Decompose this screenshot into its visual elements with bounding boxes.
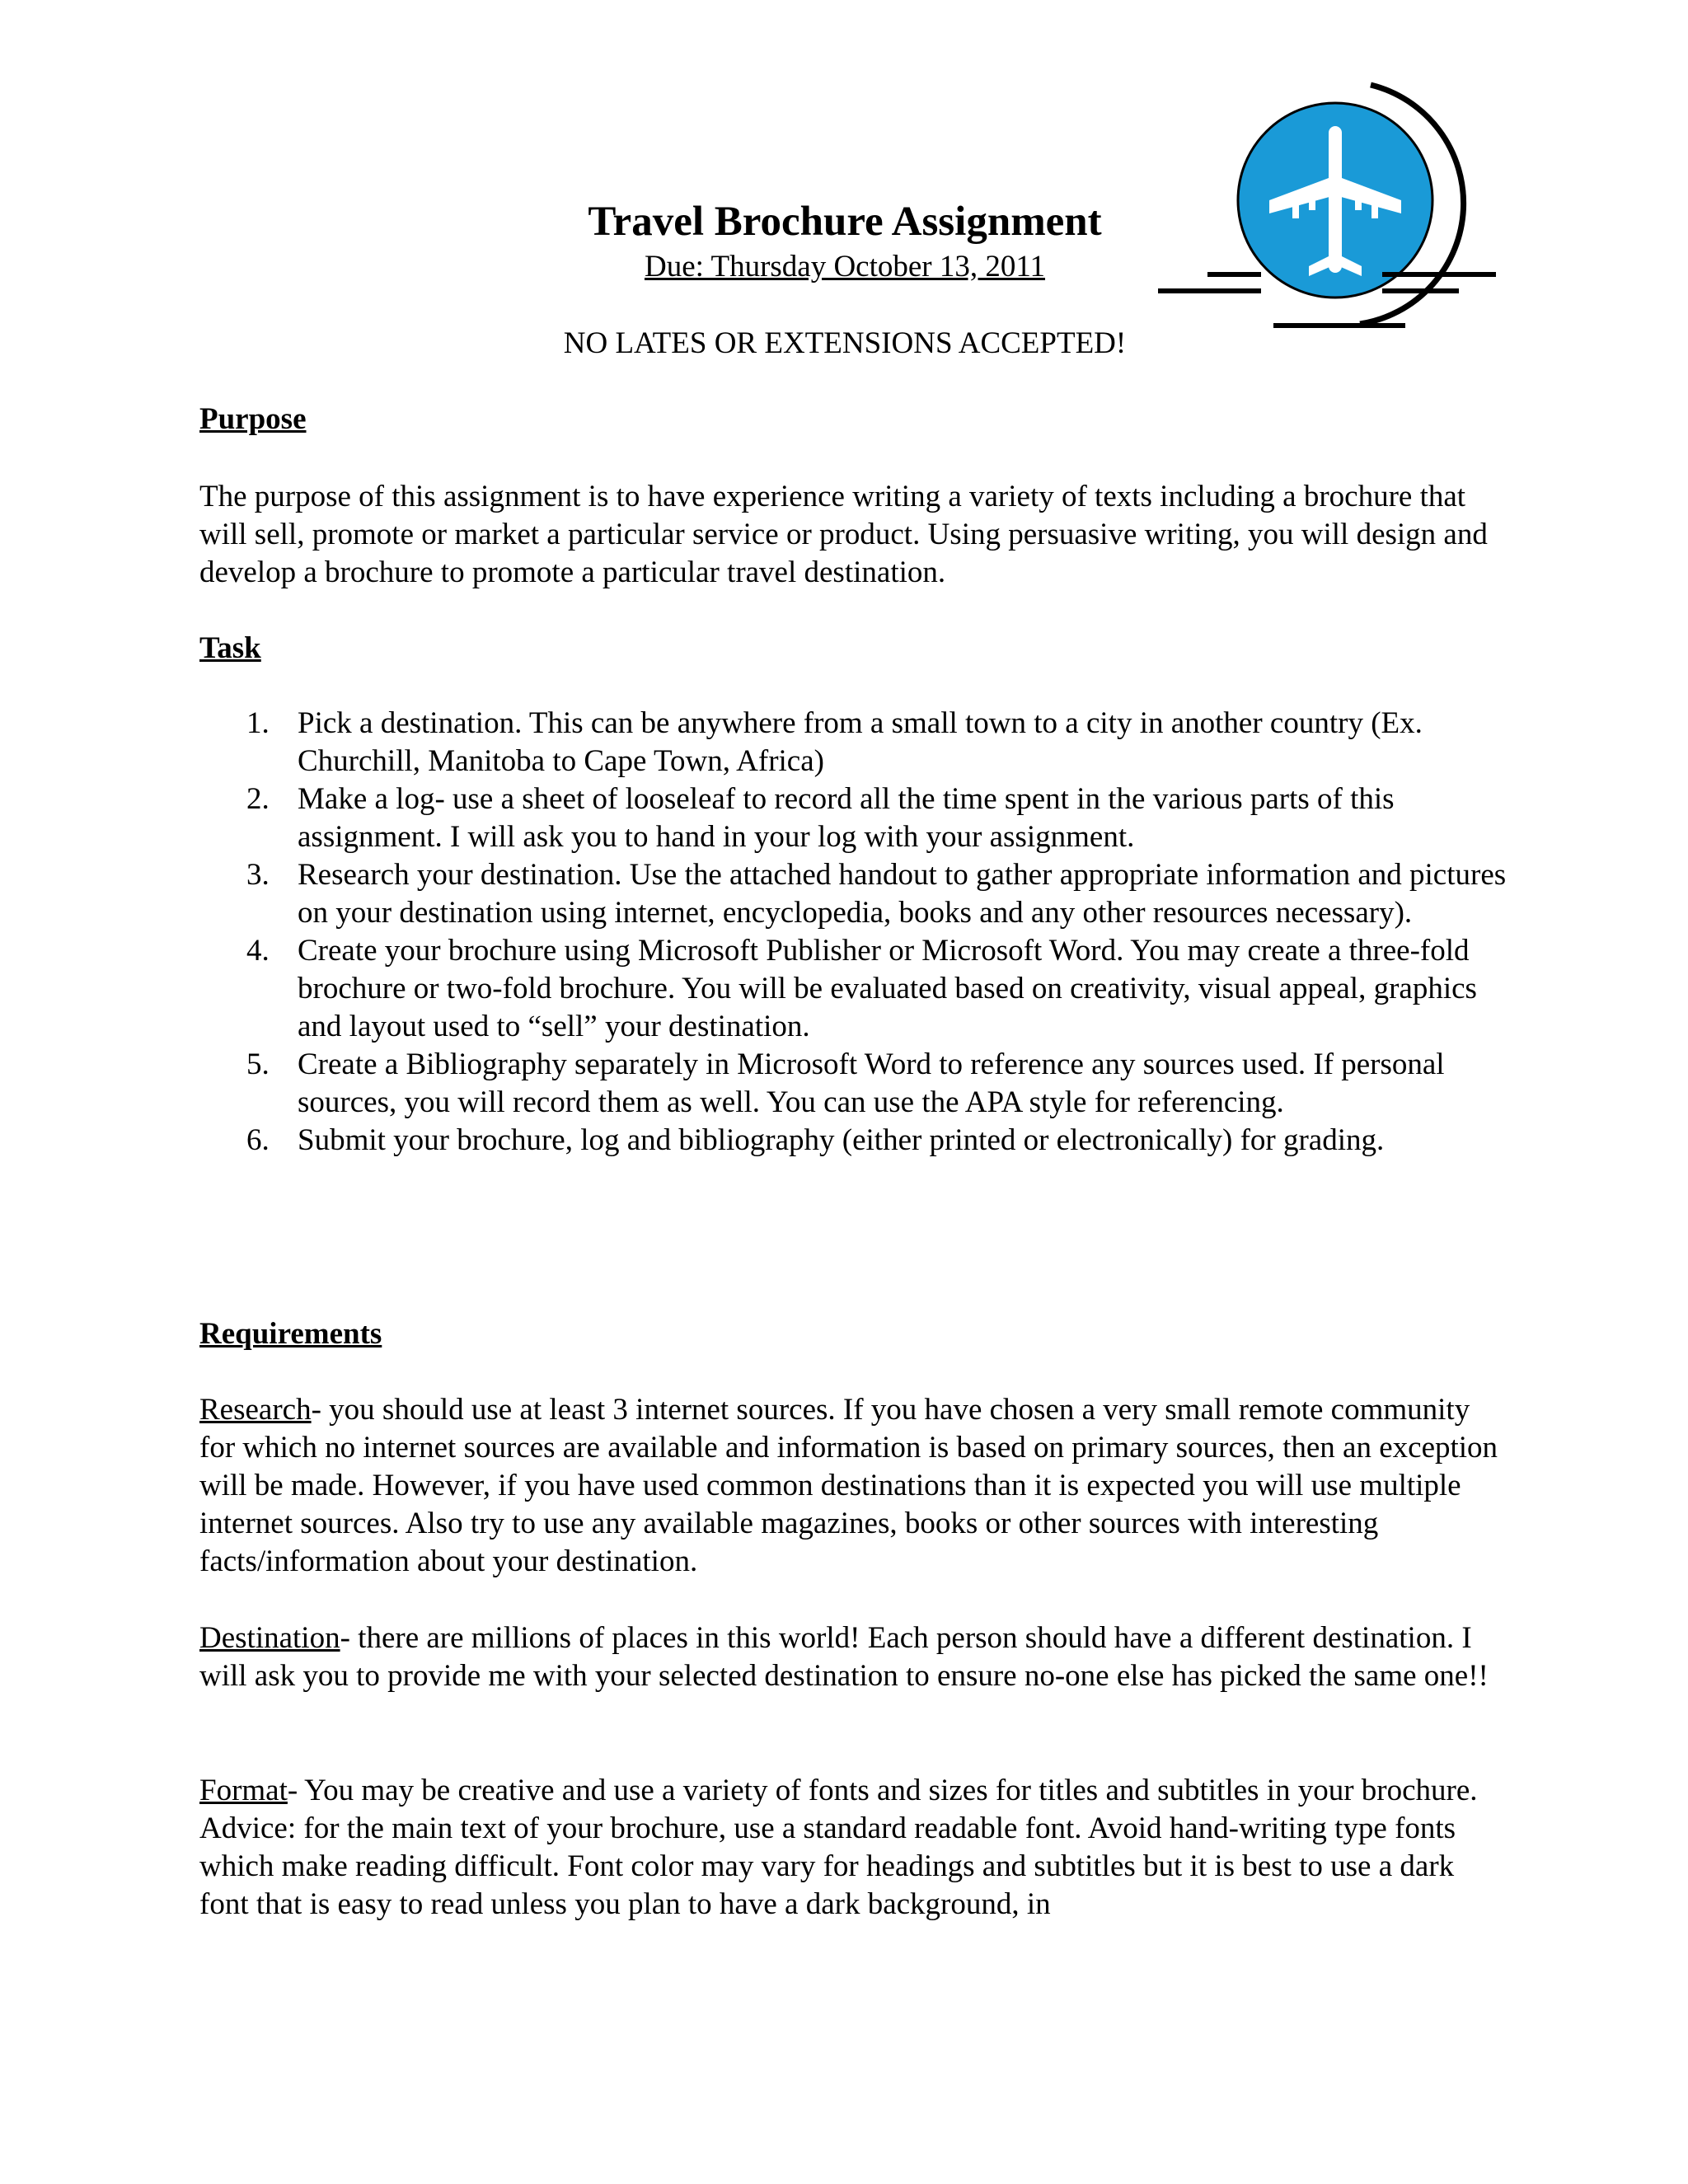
- format-term: Format: [199, 1774, 288, 1807]
- research-term: Research: [199, 1393, 312, 1427]
- purpose-heading: Purpose: [199, 402, 307, 436]
- list-item: [199, 780, 1518, 856]
- list-item-text: Pick a destination. This can be anywhere from a small town to a city in another country (Ex. Churchill, Manitoba to Cape Town, Africa): [298, 706, 1423, 778]
- list-item: [199, 1122, 1518, 1160]
- purpose-paragraph: [199, 478, 1502, 592]
- list-item: [199, 932, 1518, 1046]
- list-item-text: Create your brochure using Microsoft Publisher or Microsoft Word. You may create a three-fold brochure or two-fold brochure. You will be evaluated based on creativity, visual appeal, graphics and layout used to “sell” your destination.: [298, 934, 1477, 1043]
- airplane-icon: [1158, 78, 1504, 342]
- list-item-text: Submit your brochure, log and bibliography (either printed or electronically) for grading.: [298, 1123, 1385, 1157]
- task-heading: Task: [199, 631, 261, 665]
- destination-paragraph: [199, 1619, 1502, 1695]
- deadline-notice: NO LATES OR EXTENSIONS ACCEPTED!: [563, 326, 1127, 360]
- list-item-text: Create a Bibliography separately in Microsoft Word to reference any sources used. If personal sources, you will record them as well. You can use the APA style for referencing.: [298, 1047, 1445, 1119]
- purpose-text: The purpose of this assignment is to have experience writing a variety of texts including a brochure that will sell, promote or market a particular service or product. Using persuasive writing, you will design and develop a brochure to promote a particular travel destination.: [199, 480, 1488, 589]
- list-item: [199, 856, 1518, 932]
- format-paragraph: [199, 1772, 1502, 1924]
- list-item-number: 3.: [246, 858, 270, 892]
- list-item: [199, 705, 1518, 780]
- format-text: - You may be creative and use a variety of fonts and sizes for titles and subtitles in your brochure. Advice: for the main text of your brochure, use a standard readable font. Avoid hand-writing type fonts which make reading difficult. Font color may vary for headings and subtitles but it is best to use a dark font that is easy to read unless you plan to have a dark background, in: [199, 1774, 1478, 1921]
- list-item-number: 2.: [246, 782, 270, 816]
- list-item-text: Research your destination. Use the attached handout to gather appropriate information and pictures on your destination using internet, encyclopedia, books and any other resources necessary).: [298, 858, 1507, 930]
- list-item-number: 1.: [246, 706, 270, 740]
- destination-text: - there are millions of places in this world! Each person should have a different destination. I will ask you to provide me with your selected destination to ensure no-one else has picked the same one!!: [199, 1621, 1489, 1693]
- list-item: [199, 1046, 1518, 1122]
- requirements-heading: Requirements: [199, 1317, 382, 1351]
- list-item-number: 5.: [246, 1047, 270, 1081]
- list-item-number: 6.: [246, 1123, 270, 1157]
- document-title: Travel Brochure Assignment: [588, 199, 1102, 245]
- research-text: - you should use at least 3 internet sources. If you have chosen a very small remote community for which no internet sources are available and information is based on primary sources, then an exception will be made. However, if you have used common destinations than it is expected you will use multiple internet sources. Also try to use any available magazines, books or other sources with interesting facts/information about your destination.: [199, 1393, 1498, 1578]
- list-item-number: 4.: [246, 934, 270, 968]
- task-list: [199, 705, 1518, 1160]
- research-paragraph: [199, 1391, 1502, 1581]
- list-item-text: Make a log- use a sheet of looseleaf to record all the time spent in the various parts of this assignment. I will ask you to hand in your log with your assignment.: [298, 782, 1395, 854]
- destination-term: Destination: [199, 1621, 340, 1655]
- due-date: Due: Thursday October 13, 2011: [644, 250, 1046, 284]
